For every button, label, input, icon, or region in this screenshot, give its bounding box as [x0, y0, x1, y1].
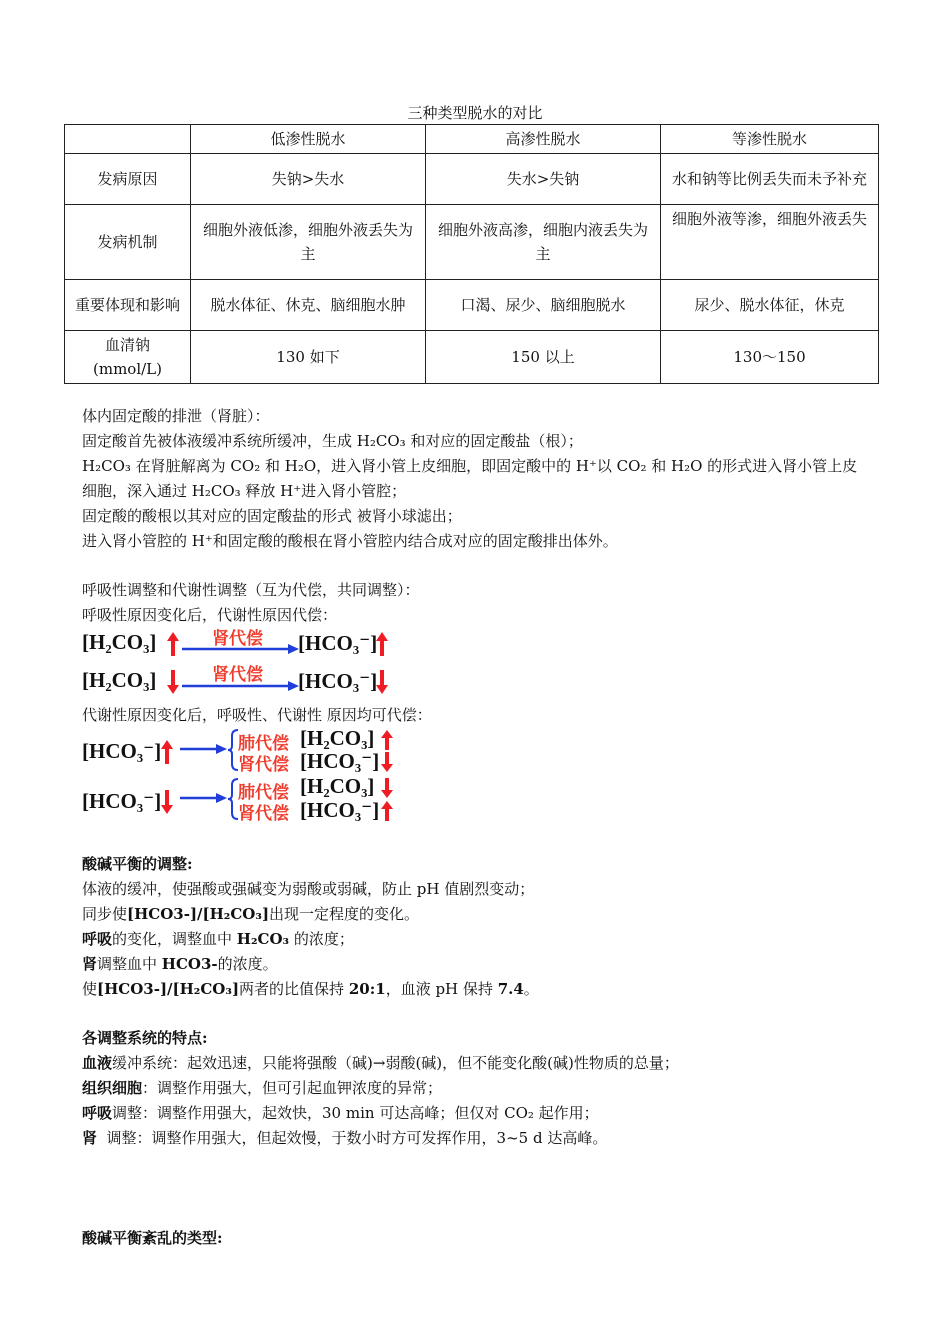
arrow-up-icon	[166, 630, 180, 658]
system-tissue: 组织细胞：调整作用强大，但可引起血钾浓度的异常；	[82, 1079, 443, 1097]
table-row	[65, 331, 879, 384]
arrow-right-icon	[180, 744, 228, 754]
formula-hco3: [HCO₃⁻]	[82, 789, 162, 813]
arrow-up-icon	[160, 738, 174, 766]
lung-compensation-label: 肺代偿	[238, 734, 289, 754]
row-label: 重要体现和影响	[65, 280, 191, 331]
row-label: 发病机制	[65, 205, 191, 280]
table-cell: 失钠>失水	[191, 154, 426, 205]
table-cell: 130～150	[661, 331, 879, 384]
table-cell: 失水>失钠	[426, 154, 661, 205]
formula-h2co3: [H₂CO₃]	[82, 630, 157, 654]
kidney-line-2: H₂CO₃ 在肾脏解离为 CO₂ 和 H₂O，进入肾小管上皮细胞，即固定酸中的 H⁺以 CO₂ 和 H₂O 的形式进入肾小管上皮细胞，深入通过 H₂CO₃ 释放 H⁺进入肾小管腔；	[82, 457, 858, 500]
kidney-compensation-label: 肾代偿	[238, 755, 289, 775]
table-header-cell: 高渗性脱水	[426, 125, 661, 154]
arrow-right-icon	[182, 681, 300, 691]
regulation-line-4: 肾调整血中 HCO3-的浓度。	[82, 955, 278, 973]
kidney-line-4: 进入肾小管腔的 H⁺和固定酸的酸根在肾小管腔内结合成对应的固定酸排出体外。	[82, 532, 618, 550]
kidney-section-title: 体内固定酸的排泄（肾脏）：	[82, 407, 270, 425]
arrow-up-icon	[380, 799, 394, 823]
arrow-down-icon	[160, 788, 174, 816]
arrow-down-icon	[166, 668, 180, 696]
formula-h2co3: [H₂CO₃]	[82, 668, 157, 692]
regulation-title: 酸碱平衡的调整:	[82, 855, 193, 873]
table-cell: 水和钠等比例丢失而未予补充	[661, 154, 879, 205]
table-cell: 细胞外液低渗，细胞外液丢失为主	[191, 205, 426, 280]
kidney-compensation-label: 肾代偿	[212, 629, 263, 649]
table-cell: 细胞外液等渗，细胞外液丢失	[661, 205, 879, 280]
compensation-title: 呼吸性调整和代谢性调整（互为代偿，共同调整）：	[82, 581, 420, 599]
regulation-line-2: 同步使[HCO3-]/[H₂CO₃]出现一定程度的变化。	[82, 905, 420, 923]
table-cell: 150 以上	[426, 331, 661, 384]
systems-title: 各调整系统的特点:	[82, 1029, 208, 1047]
table-cell: 细胞外液高渗，细胞内液丢失为主	[426, 205, 661, 280]
kidney-line-3: 固定酸的酸根以其对应的固定酸盐的形式 被肾小球滤出；	[82, 507, 462, 525]
arrow-down-icon	[380, 776, 394, 800]
formula-hco3: [HCO₃⁻]	[298, 631, 378, 655]
kidney-line-1: 固定酸首先被体液缓冲系统所缓冲，生成 H₂CO₃ 和对应的固定酸盐（根）；	[82, 432, 583, 450]
dehydration-comparison-table	[64, 124, 879, 384]
table-cell: 口渴、尿少、脑细胞脱水	[426, 280, 661, 331]
kidney-compensation-label: 肾代偿	[238, 804, 289, 824]
table-header-row	[65, 125, 879, 154]
table-header-cell: 等渗性脱水	[661, 125, 879, 154]
formula-hco3: [HCO₃⁻]	[300, 798, 380, 822]
system-kidney: 肾 调整：调整作用强大，但起效慢，于数小时方可发挥作用，3~5 d 达高峰。	[82, 1129, 608, 1147]
table-cell: 130 如下	[191, 331, 426, 384]
formula-hco3: [HCO₃⁻]	[82, 739, 162, 763]
regulation-line-3: 呼吸的变化，调整血中 H₂CO₃ 的浓度；	[82, 930, 354, 948]
table-caption: 三种类型脱水的对比	[407, 104, 543, 122]
system-respiration: 呼吸调整：调整作用强大，起效快，30 min 可达高峰；但仅对 CO₂ 起作用；	[82, 1104, 599, 1122]
row-label: 血清钠(mmol/L)	[65, 331, 191, 384]
system-blood: 血液缓冲系统：起效迅速，只能将强酸（碱)→弱酸(碱)，但不能变化酸(碱)性物质的总量；	[82, 1054, 679, 1072]
table-row	[65, 205, 879, 280]
regulation-line-5: 使[HCO3-]/[H₂CO₃]两者的比值保持 20:1，血液 pH 保持 7.4。	[82, 980, 539, 998]
disorder-title: 酸碱平衡紊乱的类型:	[82, 1229, 223, 1247]
row-label: 发病原因	[65, 154, 191, 205]
formula-hco3: [HCO₃⁻]	[298, 669, 378, 693]
formula-h2co3: [H₂CO₃]	[300, 774, 375, 798]
regulation-line-1: 体液的缓冲，使强酸或强碱变为弱酸或弱碱，防止 pH 值剧烈变动；	[82, 880, 535, 898]
formula-h2co3: [H₂CO₃]	[300, 726, 375, 750]
table-row	[65, 280, 879, 331]
arrow-down-icon	[375, 668, 389, 696]
respiratory-cause-line: 呼吸性原因变化后，代谢性原因代偿：	[82, 606, 338, 624]
arrow-right-icon	[180, 793, 228, 803]
metabolic-cause-line: 代谢性原因变化后，呼吸性、代谢性 原因均可代偿：	[82, 706, 432, 724]
lung-compensation-label: 肺代偿	[238, 783, 289, 803]
table-row	[65, 154, 879, 205]
table-cell: 脱水体征、休克、脑细胞水肿	[191, 280, 426, 331]
table-cell: 尿少、脱水体征，休克	[661, 280, 879, 331]
kidney-compensation-label: 肾代偿	[212, 665, 263, 685]
arrow-up-icon	[375, 630, 389, 658]
arrow-up-icon	[380, 728, 394, 752]
table-header-cell	[65, 125, 191, 154]
formula-hco3: [HCO₃⁻]	[300, 749, 380, 773]
arrow-down-icon	[380, 750, 394, 774]
table-header-cell: 低渗性脱水	[191, 125, 426, 154]
arrow-right-icon	[182, 644, 300, 654]
